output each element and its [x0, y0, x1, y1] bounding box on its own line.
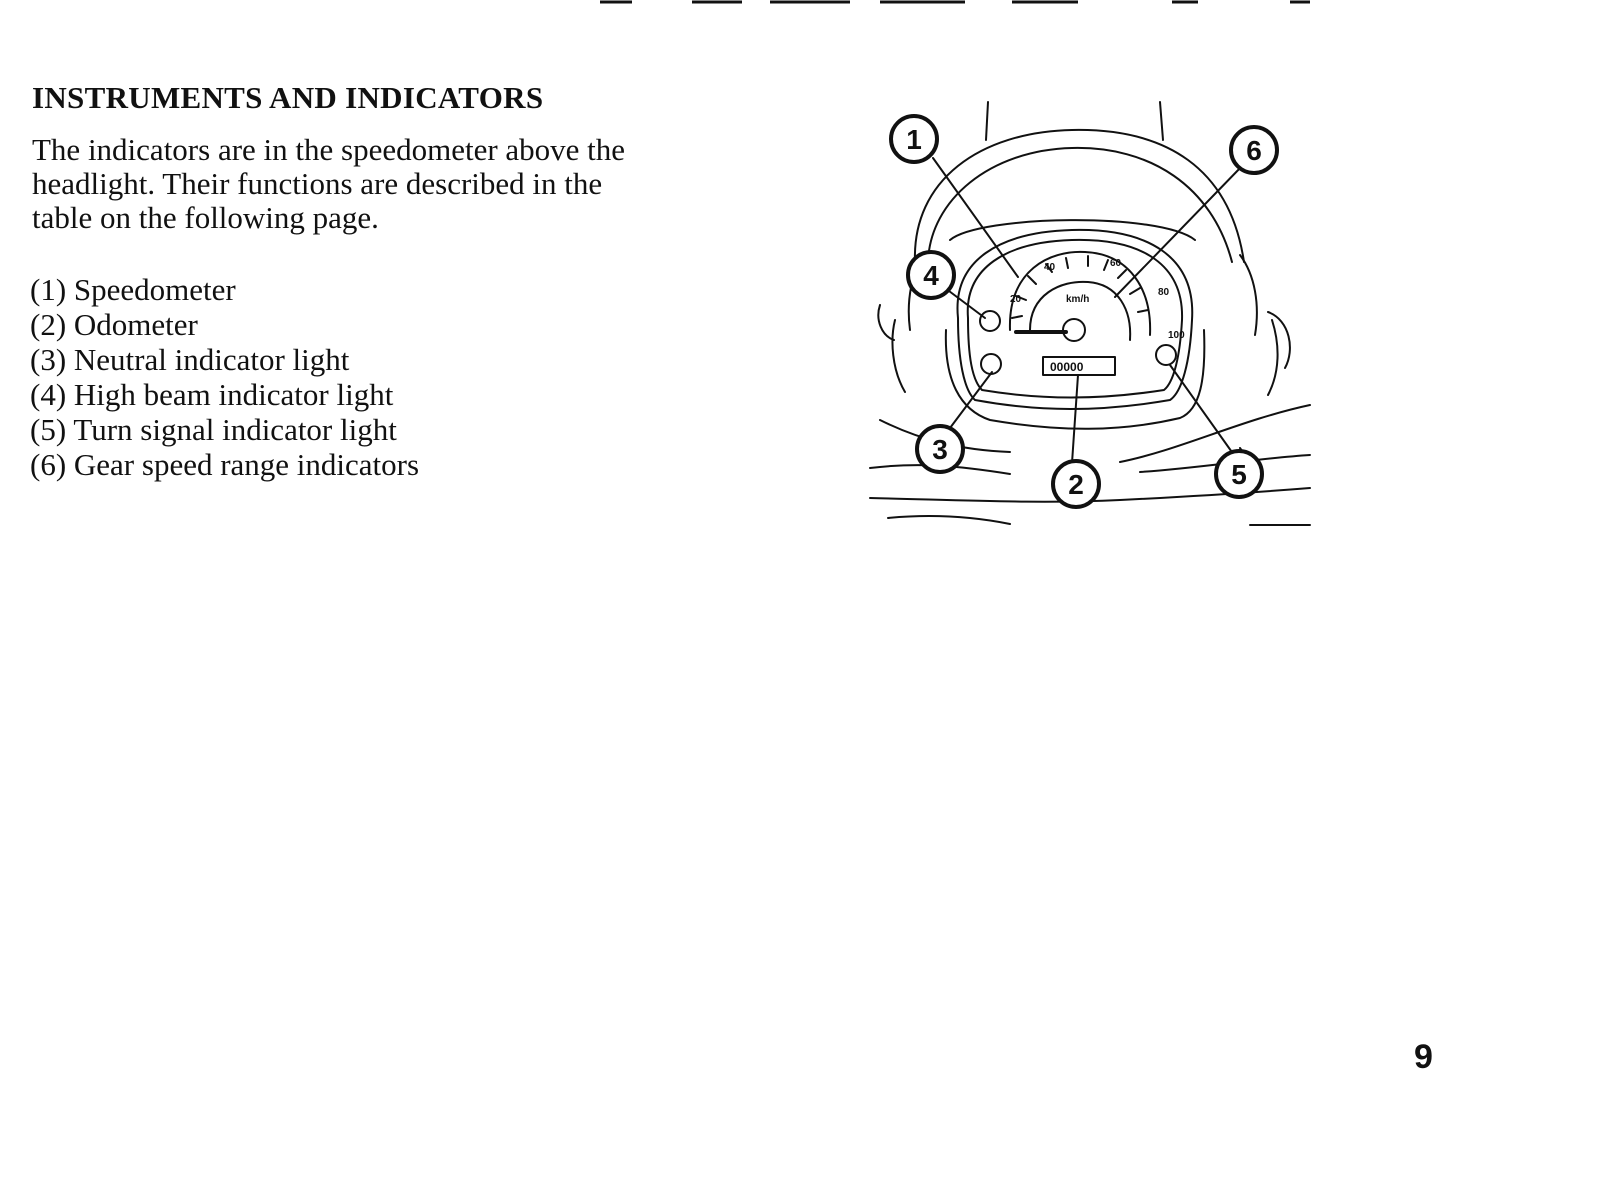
leader-line-3 [950, 372, 992, 428]
legend-number: (6) [30, 447, 67, 482]
intro-line: The indicators are in the speedometer above the [32, 132, 626, 167]
intro-paragraph [32, 133, 732, 235]
legend-item-high-beam-light [30, 377, 419, 412]
legend-item-odometer [30, 307, 419, 342]
leader-line-2 [1072, 375, 1078, 463]
callout-legend [30, 272, 419, 482]
legend-item-neutral-light [30, 342, 419, 377]
dial-label-60: 60 [1110, 258, 1122, 269]
needle-hub [1063, 319, 1085, 341]
speedometer-illustration [860, 90, 1330, 540]
callout-number-2: 2 [1068, 469, 1084, 500]
high-beam-lamp [980, 311, 1000, 331]
legend-number: (4) [30, 377, 67, 412]
dial-unit-label: km/h [1066, 294, 1090, 305]
legend-item-turn-signal-light [30, 412, 419, 447]
callout-number-6: 6 [1246, 135, 1262, 166]
dial-label-40: 40 [1044, 262, 1056, 273]
legend-number: (3) [30, 342, 67, 377]
leader-line-6 [1115, 165, 1243, 297]
callout-number-5: 5 [1231, 459, 1247, 490]
neutral-lamp [981, 354, 1001, 374]
dial-label-80: 80 [1158, 287, 1170, 298]
callout-number-4: 4 [923, 260, 939, 291]
legend-label: Gear speed range indicators [73, 447, 420, 482]
dial-label-100: 100 [1168, 330, 1185, 341]
section-heading: INSTRUMENTS AND INDICATORS [32, 80, 544, 115]
callout-number-3: 3 [932, 434, 948, 465]
legend-label: Odometer [73, 307, 198, 342]
odometer-reading: 00000 [1050, 360, 1084, 374]
turn-signal-lamp [1156, 345, 1176, 365]
headlight-housing [986, 102, 1163, 140]
legend-label: Speedometer [73, 272, 236, 307]
intro-line: headlight. Their functions are described in the [32, 166, 603, 201]
leader-line-4 [945, 288, 985, 318]
legend-number: (1) [30, 272, 67, 307]
legend-number: (5) [30, 412, 67, 447]
legend-label: Neutral indicator light [73, 342, 350, 377]
page-number: 9 [1414, 1038, 1433, 1076]
legend-item-gear-indicators [30, 447, 419, 482]
callout-number-1: 1 [906, 124, 922, 155]
legend-label: High beam indicator light [73, 377, 394, 412]
legend-item-speedometer [30, 272, 419, 307]
legend-number: (2) [30, 307, 67, 342]
dial-label-20: 20 [1010, 294, 1022, 305]
top-edge-marks [0, 0, 1600, 6]
intro-line: table on the following page. [32, 200, 379, 235]
legend-label: Turn signal indicator light [73, 412, 397, 447]
